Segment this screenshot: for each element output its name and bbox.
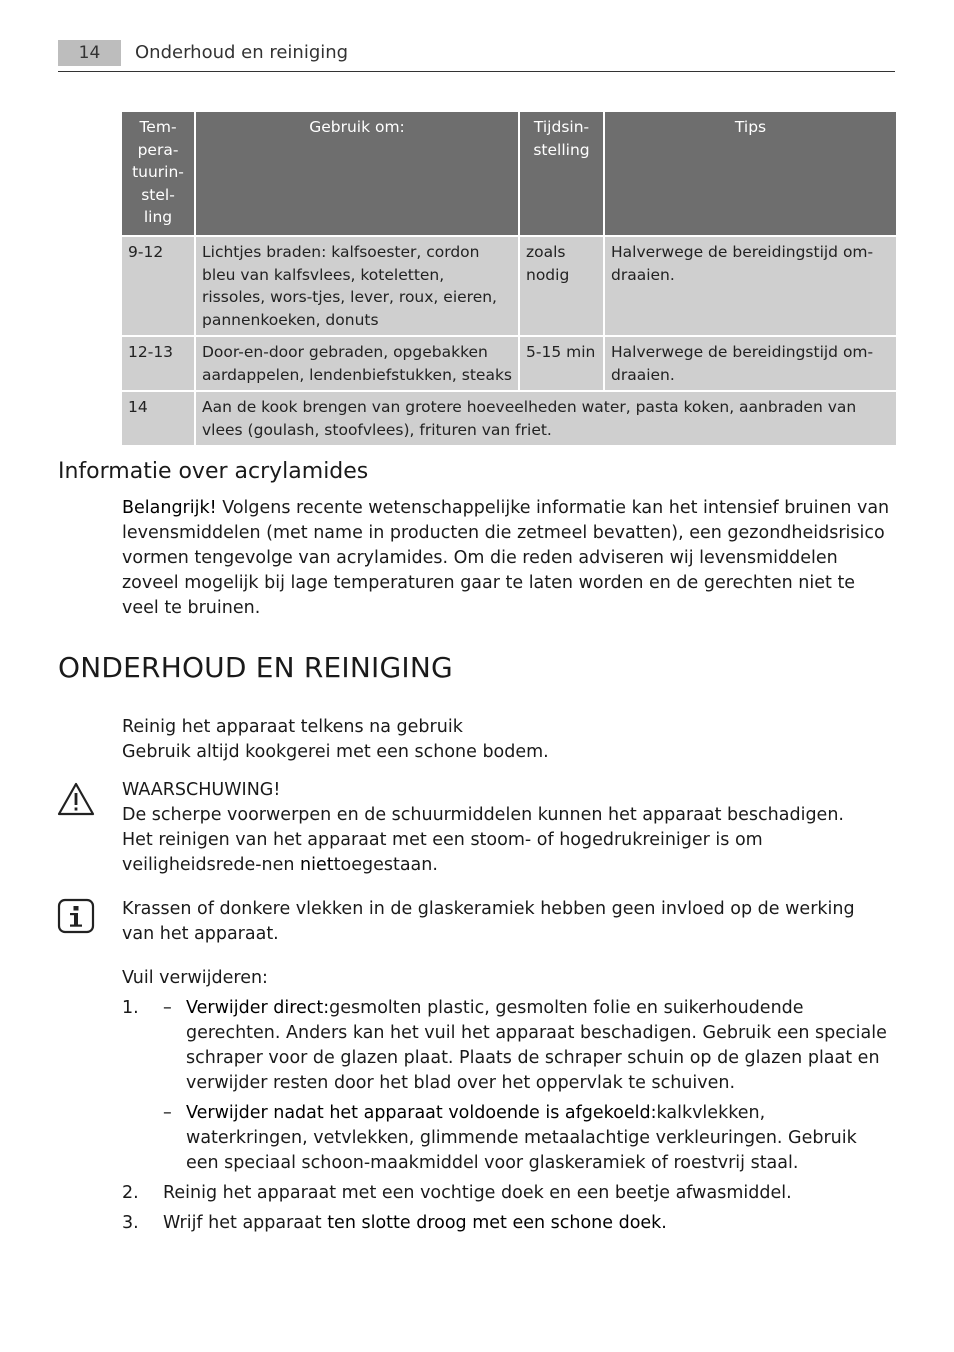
table-row (121, 236, 897, 336)
cell-use: Door-en-door gebraden, opgebakken aardappelen, lendenbiefstukken, steaks (195, 336, 519, 391)
cell-time: 5-15 min (519, 336, 604, 391)
intro-line-1: Reinig het apparaat telkens na gebruik (122, 717, 463, 737)
page-number: 14 (58, 40, 121, 66)
acrylamides-paragraph (122, 496, 892, 621)
header-time: Tijdsin- stelling (519, 111, 604, 236)
section-title: ONDERHOUD EN REINIGING (58, 651, 453, 684)
warning-title: WAARSCHUWING! (122, 780, 281, 800)
step-1a-text: Verwijder direct:gesmolten plastic, gesmolten folie en suikerhoudende gerechten. Anders kan het vuil het apparaat beschadigen. Gebruik een speciale schraper voor de glazen plaat. Plaats de schraper schuin op de glazen plaat en verwijder resten door het blad over het oppervlak te schuiven. (186, 998, 887, 1093)
cell-tips: Halverwege de bereidingstijd om-draaien. (604, 236, 897, 336)
step-number: 3. (122, 1213, 139, 1233)
warning-triangle-icon (57, 782, 95, 816)
step-2-text: Reinig het apparaat met een vochtige doek en een beetje afwasmiddel. (163, 1183, 792, 1203)
header-title: Onderhoud en reiniging (135, 42, 349, 63)
acrylamides-body: Volgens recente wetenschappelijke informatie kan het intensief bruinen van levensmiddelen (met name in producten die zetmeel bevatten), een gezondheidsrisico vormen tengevolge van acrylamides. Om die reden adviseren wij levensmiddelen zoveel mogelijk bij lage temperaturen gaar te laten worden en de gerechten niet te veel te bruinen. (122, 498, 890, 618)
table-row (121, 391, 897, 446)
info-icon (57, 898, 95, 934)
cell-temp: 9-12 (121, 236, 195, 336)
header-tips: Tips (604, 111, 897, 236)
intro-line-2: Gebruik altijd kookgerei met een schone bodem. (122, 742, 549, 762)
step-number: 1. (122, 998, 139, 1018)
warning-line-2: Het reinigen van het apparaat met een stoom- of hogedrukreiniger is om veiligheidsrede-nen niettoegestaan. (122, 830, 763, 875)
page-header (58, 40, 895, 72)
warning-line-1: De scherpe voorwerpen en de schuurmiddelen kunnen het apparaat beschadigen. (122, 805, 844, 825)
cleaning-title: Vuil verwijderen: (122, 968, 268, 988)
step-3-text: Wrijf het apparaat ten slotte droog met een schone doek. (163, 1213, 667, 1233)
info-text: Krassen of donkere vlekken in de glaskeramiek hebben geen invloed op de werking van het apparaat. (122, 899, 855, 944)
acrylamides-lead: Belangrijk! (122, 498, 217, 518)
header-use: Gebruik om: (195, 111, 519, 236)
table-row (121, 336, 897, 391)
cell-use: Lichtjes braden: kalfsoester, cordon bleu van kalfsvlees, koteletten, rissoles, wors-tjes, lever, roux, eieren, pannenkoeken, donuts (195, 236, 519, 336)
cooking-table (120, 110, 898, 447)
header-temperature: Tem- pera- tuurin- stel- ling (121, 111, 195, 236)
step-1b-text: Verwijder nadat het apparaat voldoende is afgekoeld:kalkvlekken, waterkringen, vetvlekken, glimmende metaalachtige verkleuringen. Gebruik een speciaal schoon-maakmiddel voor glaskeramiek of roestvrij staal. (186, 1103, 857, 1173)
acrylamides-heading: Informatie over acrylamides (58, 459, 369, 484)
cell-temp: 12-13 (121, 336, 195, 391)
cell-temp: 14 (121, 391, 195, 446)
warning-emphasis: niet (300, 855, 334, 875)
sub-bullet: – (163, 998, 172, 1018)
sub-bullet: – (163, 1103, 172, 1123)
cell-time: zoals nodig (519, 236, 604, 336)
step-number: 2. (122, 1183, 139, 1203)
cell-use-wide: Aan de kook brengen van grotere hoeveelheden water, pasta koken, aanbraden van vlees (goulash, stoofvlees), frituren van friet. (195, 391, 897, 446)
cell-tips: Halverwege de bereidingstijd om-draaien. (604, 336, 897, 391)
table-header-row (121, 111, 897, 236)
